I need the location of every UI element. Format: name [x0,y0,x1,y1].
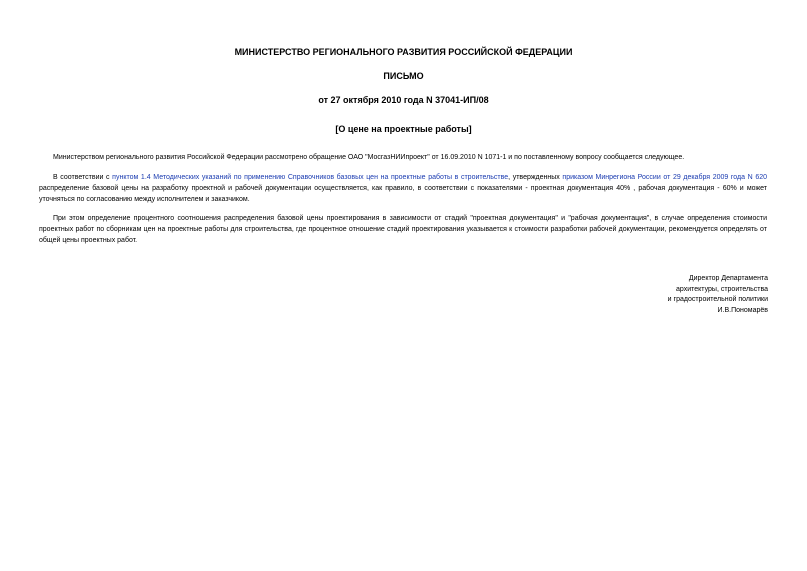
link-methodical-guidelines[interactable]: пунктом 1.4 Методических указаний по применению Справочников базовых цен на проектные работы в строительстве [112,174,509,181]
signatory-name: И.В.Пономарёв [717,306,768,314]
paragraph-main [39,172,767,205]
document-date-number: от 27 октября 2010 года N 37041-ИП/08 [318,95,489,105]
ministry-heading: МИНИСТЕРСТВО РЕГИОНАЛЬНОГО РАЗВИТИЯ РОССИЙСКОЙ ФЕДЕРАЦИИ [234,47,573,57]
signature-position-line2: архитектуры, строительства [676,285,768,293]
signature-position-line3: и градостроительной политики [667,296,768,303]
paragraph-main-text-end: распределение базовой цены на разработку проектной и рабочей документации осуществляется, как правило, в соответствии с показателями - проектная документация 40% , рабочая документация - 60% и может уточняться по согласованию между исполнителем и заказчиком. [39,185,767,203]
paragraph-intro: Министерством регионального развития Российской Федерации рассмотрено обращение ОАО "МосгазНИИпроект" от 16.09.2010 N 1071-1 и по поставленному вопросу сообщается следующее. [53,154,685,161]
document-type-heading: ПИСЬМО [383,71,424,81]
link-minregion-order[interactable]: приказом Минрегиона России от 29 декабря 2009 года N 620 [562,174,768,181]
paragraph-main-text-between: , утвержденных [508,174,563,181]
signature-position-line1: Директор Департамента [688,275,768,282]
paragraph-main-text-start: В соответствии с [53,174,113,181]
signature-block [668,274,768,316]
document-subject: [О цене на проектные работы] [335,124,472,134]
paragraph-clarification: При этом определение процентного соотношения распределения базовой цены проектирования в зависимости от стадий "проектная документация" и "рабочая документация", в случае определения стоимости проектных работ по сборникам цен на проектные работы для строительства, где процентное отношение стадий проектирования указывается к стоимости разработки рабочей документации, рекомендуется определять от общей цены проектных работ. [39,215,767,244]
